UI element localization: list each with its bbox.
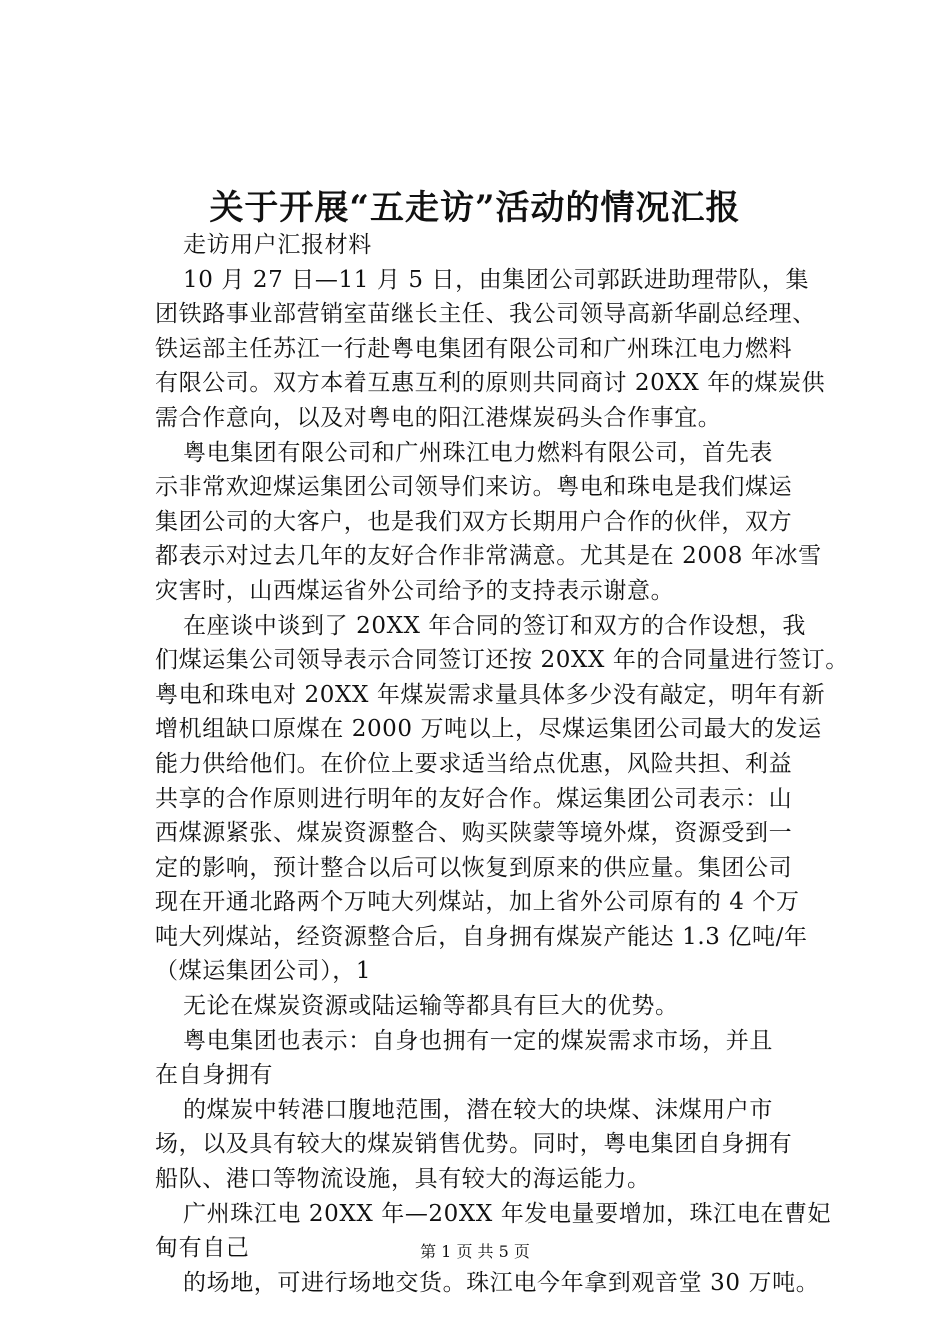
page-footer: 第 1 页 共 5 页 bbox=[420, 1242, 530, 1261]
document-body bbox=[155, 228, 855, 1300]
text-line: 集团公司的大客户，也是我们双方长期用户合作的伙伴，双方 bbox=[155, 508, 793, 535]
text-line: 走访用户汇报材料 bbox=[183, 232, 372, 258]
text-line: 粤电和珠电对 20XX 年煤炭需求量具体多少没有敲定，明年有新 bbox=[155, 681, 826, 708]
text-line: 在座谈中谈到了 20XX 年合同的签订和双方的合作设想，我 bbox=[183, 612, 807, 639]
text-line: 共享的合作原则进行明年的友好合作。煤运集团公司表示：山 bbox=[155, 785, 793, 812]
text-line: 无论在煤炭资源或陆运输等都具有巨大的优势。 bbox=[183, 993, 679, 1020]
text-line: 西煤源紧张、煤炭资源整合、购买陕蒙等境外煤，资源受到一 bbox=[155, 820, 793, 847]
text-line: 甸有自己 bbox=[155, 1235, 250, 1262]
text-line: 示非常欢迎煤运集团公司领导们来访。粤电和珠电是我们煤运 bbox=[155, 474, 793, 501]
text-line: 现在开通北路两个万吨大列煤站，加上省外公司原有的 4 个万 bbox=[155, 889, 800, 916]
text-line: 都表示对过去几年的友好合作非常满意。尤其是在 2008 年冰雪 bbox=[155, 543, 822, 570]
text-line: 在自身拥有 bbox=[155, 1062, 273, 1089]
text-line: 定的影响，预计整合以后可以恢复到原来的供应量。集团公司 bbox=[155, 854, 793, 881]
text-line: 需合作意向，以及对粤电的阳江港煤炭码头合作事宜。 bbox=[155, 404, 722, 431]
text-line: 场，以及具有较大的煤炭销售优势。同时，粤电集团自身拥有 bbox=[155, 1131, 793, 1158]
text-line: 粤电集团有限公司和广州珠江电力燃料有限公司，首先表 bbox=[183, 439, 773, 466]
text-line: 广州珠江电 20XX 年—20XX 年发电量要增加，珠江电在曹妃 bbox=[183, 1200, 832, 1227]
document-title: 关于开展“五走访”活动的情况汇报 bbox=[209, 188, 741, 228]
text-line: 粤电集团也表示：自身也拥有一定的煤炭需求市场，并且 bbox=[183, 1027, 773, 1054]
text-line: 10 月 27 日—11 月 5 日，由集团公司郭跃进助理带队，集 bbox=[183, 266, 810, 293]
text-line: 增机组缺口原煤在 2000 万吨以上，尽煤运集团公司最大的发运 bbox=[155, 716, 822, 743]
text-line: 船队、港口等物流设施，具有较大的海运能力。 bbox=[155, 1166, 651, 1193]
text-line: 有限公司。双方本着互惠互利的原则共同商讨 20XX 年的煤炭供 bbox=[155, 370, 826, 397]
text-line: 铁运部主任苏江一行赴粤电集团有限公司和广州珠江电力燃料 bbox=[155, 335, 793, 362]
text-line: 的场地，可进行场地交货。珠江电今年拿到观音堂 30 万吨。 bbox=[183, 1269, 820, 1296]
text-line: 能力供给他们。在价位上要求适当给点优惠，风险共担、利益 bbox=[155, 750, 793, 777]
text-line: （煤运集团公司），1 bbox=[155, 958, 372, 985]
text-line: 的煤炭中转港口腹地范围，潜在较大的块煤、沫煤用户市 bbox=[183, 1096, 773, 1123]
text-line: 团铁路事业部营销室苗继长主任、我公司领导高新华副总经理、 bbox=[155, 301, 816, 328]
text-line: 吨大列煤站，经资源整合后，自身拥有煤炭产能达 1.3 亿吨/年 bbox=[155, 923, 808, 950]
text-line: 们煤运集公司领导表示合同签订还按 20XX 年的合同量进行签订。 bbox=[155, 647, 849, 674]
text-line: 灾害时，山西煤运省外公司给予的支持表示谢意。 bbox=[155, 577, 675, 604]
